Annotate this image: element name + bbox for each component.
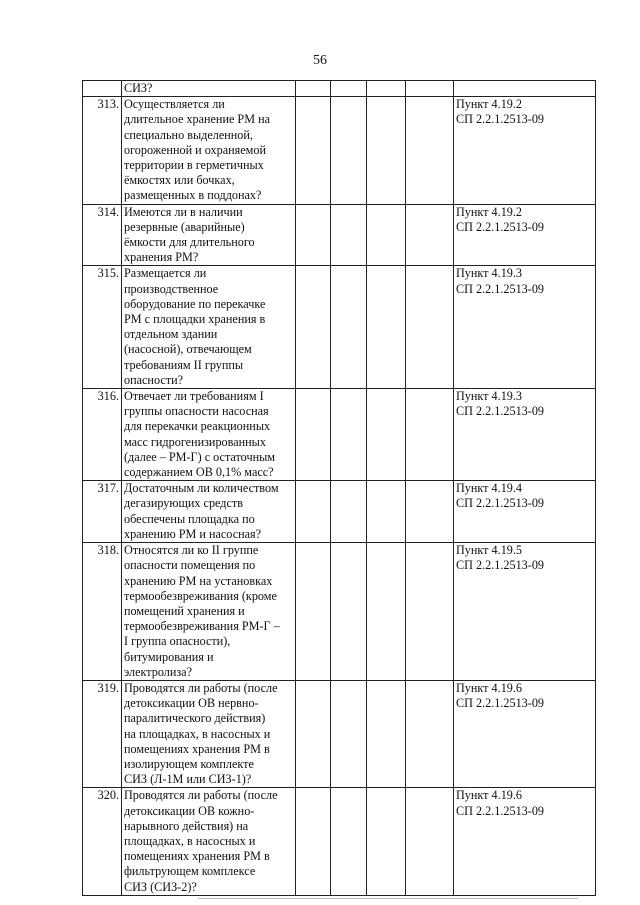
reference-line: Пункт 4.19.5 xyxy=(456,543,523,558)
question-line: площадках, в насосных и xyxy=(124,833,256,848)
table-row xyxy=(83,680,596,787)
answer-cell-c3 xyxy=(367,788,406,895)
table-row xyxy=(83,204,596,266)
question-line: хранению РМ на установках xyxy=(124,573,273,588)
answer-cell-c2 xyxy=(331,389,367,481)
answer-cell-c3 xyxy=(367,97,406,204)
question-line: помещениях хранения РМ в xyxy=(124,741,270,756)
question-line: отдельном здании xyxy=(124,327,218,342)
answer-cell-c4 xyxy=(406,204,454,266)
question-cell xyxy=(122,97,296,204)
row-number xyxy=(83,81,122,97)
answer-cell-c4 xyxy=(406,389,454,481)
answer-cell-c1 xyxy=(296,266,331,389)
question-line: размещенных в поддонах? xyxy=(124,188,262,203)
answer-cell-c4 xyxy=(406,97,454,204)
reference-line: СП 2.2.1.2513-09 xyxy=(456,404,545,419)
question-cell xyxy=(122,543,296,681)
table-row xyxy=(83,97,596,204)
question-line: оборудование по перекачке xyxy=(124,296,266,311)
reference-line: СП 2.2.1.2513-09 xyxy=(456,281,545,296)
answer-cell-c1 xyxy=(296,481,331,543)
reference-cell xyxy=(454,389,596,481)
question-line: хранению РМ и насосная? xyxy=(124,526,262,541)
question-line: помещений хранения и xyxy=(124,603,245,618)
question-line: (насосной), отвечающем xyxy=(124,342,252,357)
answer-cell-c2 xyxy=(331,266,367,389)
question-line: для перекачки реакционных xyxy=(124,419,271,434)
answer-cell-c1 xyxy=(296,788,331,895)
question-line: Размещается ли xyxy=(124,266,207,281)
reference-line: СП 2.2.1.2513-09 xyxy=(456,696,545,711)
row-number: 319. xyxy=(83,680,122,787)
scan-artifact-line xyxy=(198,898,578,899)
answer-cell-c4 xyxy=(406,81,454,97)
question-cell xyxy=(122,266,296,389)
answer-cell-c1 xyxy=(296,543,331,681)
answer-cell-c3 xyxy=(367,81,406,97)
question-line: РМ с площадки хранения в xyxy=(124,312,266,327)
table-row xyxy=(83,81,596,97)
table-row xyxy=(83,481,596,543)
page-number: 56 xyxy=(313,53,327,68)
answer-cell-c4 xyxy=(406,543,454,681)
checklist-table xyxy=(82,80,596,896)
question-line: Проводятся ли работы (после xyxy=(124,788,278,803)
question-cell xyxy=(122,481,296,543)
question-line: территории в герметичных xyxy=(124,158,264,173)
answer-cell-c2 xyxy=(331,81,367,97)
reference-cell xyxy=(454,204,596,266)
question-line: изолирующем комплекте xyxy=(124,756,254,771)
answer-cell-c1 xyxy=(296,97,331,204)
reference-cell xyxy=(454,543,596,681)
answer-cell-c2 xyxy=(331,97,367,204)
answer-cell-c3 xyxy=(367,543,406,681)
question-line: паралитического действия) xyxy=(124,711,266,726)
question-line: Достаточным ли количеством xyxy=(124,481,279,496)
question-line: СИЗ (Л-1М или СИЗ-1)? xyxy=(124,772,252,787)
question-line: специально выделенной, xyxy=(124,127,253,142)
answer-cell-c2 xyxy=(331,680,367,787)
question-line: на площадках, в насосных и xyxy=(124,726,271,741)
answer-cell-c2 xyxy=(331,481,367,543)
question-line: битумирования и xyxy=(124,649,214,664)
question-line: электролиза? xyxy=(124,664,193,679)
question-line: длительное хранение РМ на xyxy=(124,112,271,127)
reference-line: Пункт 4.19.6 xyxy=(456,680,523,695)
reference-cell xyxy=(454,680,596,787)
question-cell xyxy=(122,204,296,266)
question-cell xyxy=(122,788,296,895)
question-line: опасности помещения по xyxy=(124,558,256,573)
question-line: обеспечены площадка по xyxy=(124,511,255,526)
question-line: ёмкости для длительного xyxy=(124,235,255,250)
reference-line: СП 2.2.1.2513-09 xyxy=(456,496,545,511)
reference-line: Пункт 4.19.4 xyxy=(456,481,523,496)
question-line: Осуществляется ли xyxy=(124,97,225,112)
question-line: фильтрующем комплексе xyxy=(124,864,256,879)
answer-cell-c4 xyxy=(406,481,454,543)
question-cell xyxy=(122,81,296,97)
question-line: опасности? xyxy=(124,372,184,387)
reference-line: Пункт 4.19.2 xyxy=(456,204,523,219)
table-row xyxy=(83,389,596,481)
question-line: термообезвреживания РМ-Г – xyxy=(124,619,280,634)
reference-cell xyxy=(454,788,596,895)
question-line: термообезвреживания (кроме xyxy=(124,588,277,603)
question-line: СИЗ (СИЗ-2)? xyxy=(124,879,197,894)
question-line: группы опасности насосная xyxy=(124,404,269,419)
question-line: дегазирующих средств xyxy=(124,496,243,511)
question-line: СИЗ? xyxy=(124,81,153,95)
reference-line: Пункт 4.19.6 xyxy=(456,788,523,803)
reference-line: СП 2.2.1.2513-09 xyxy=(456,558,545,573)
reference-line: Пункт 4.19.3 xyxy=(456,266,523,281)
question-line: содержанием ОВ 0,1% масс? xyxy=(124,465,274,480)
answer-cell-c1 xyxy=(296,81,331,97)
question-line: детоксикации ОВ нервно- xyxy=(124,696,259,711)
row-number: 320. xyxy=(83,788,122,895)
table-row xyxy=(83,266,596,389)
question-line: требованиям II группы xyxy=(124,357,244,372)
question-line: ёмкостях или бочках, xyxy=(124,173,235,188)
row-number: 317. xyxy=(83,481,122,543)
question-line: нарывного действия) на xyxy=(124,818,249,833)
table-row xyxy=(83,543,596,681)
answer-cell-c1 xyxy=(296,680,331,787)
question-line: резервные (аварийные) xyxy=(124,219,245,234)
answer-cell-c1 xyxy=(296,204,331,266)
reference-line: Пункт 4.19.2 xyxy=(456,97,523,112)
answer-cell-c4 xyxy=(406,266,454,389)
table-row xyxy=(83,788,596,895)
reference-cell xyxy=(454,81,596,97)
answer-cell-c3 xyxy=(367,481,406,543)
question-line: I группа опасности), xyxy=(124,634,231,649)
reference-line: СП 2.2.1.2513-09 xyxy=(456,219,545,234)
reference-line: СП 2.2.1.2513-09 xyxy=(456,112,545,127)
question-line: Относятся ли ко II группе xyxy=(124,543,259,558)
answer-cell-c3 xyxy=(367,680,406,787)
answer-cell-c2 xyxy=(331,543,367,681)
question-line: Отвечает ли требованиям I xyxy=(124,389,264,404)
answer-cell-c3 xyxy=(367,389,406,481)
question-line: масс гидрогенизированных xyxy=(124,434,266,449)
row-number: 318. xyxy=(83,543,122,681)
answer-cell-c2 xyxy=(331,788,367,895)
question-line: хранения РМ? xyxy=(124,250,199,265)
answer-cell-c1 xyxy=(296,389,331,481)
question-line: производственное xyxy=(124,281,219,296)
row-number: 315. xyxy=(83,266,122,389)
reference-cell xyxy=(454,97,596,204)
answer-cell-c4 xyxy=(406,788,454,895)
question-cell xyxy=(122,389,296,481)
question-line: детоксикации ОВ кожно- xyxy=(124,803,255,818)
row-number: 313. xyxy=(83,97,122,204)
question-line: огороженной и охраняемой xyxy=(124,142,266,157)
question-line: Проводятся ли работы (после xyxy=(124,680,278,695)
question-line: (далее – РМ-Г) с остаточным xyxy=(124,449,276,464)
reference-line: Пункт 4.19.3 xyxy=(456,389,523,404)
reference-cell xyxy=(454,481,596,543)
answer-cell-c2 xyxy=(331,204,367,266)
answer-cell-c4 xyxy=(406,680,454,787)
reference-line: СП 2.2.1.2513-09 xyxy=(456,803,545,818)
reference-cell xyxy=(454,266,596,389)
question-line: Имеются ли в наличии xyxy=(124,204,243,219)
checklist-rows xyxy=(83,81,596,896)
row-number: 316. xyxy=(83,389,122,481)
answer-cell-c3 xyxy=(367,266,406,389)
answer-cell-c3 xyxy=(367,204,406,266)
question-line: помещениях хранения РМ в xyxy=(124,849,270,864)
question-cell xyxy=(122,680,296,787)
row-number: 314. xyxy=(83,204,122,266)
